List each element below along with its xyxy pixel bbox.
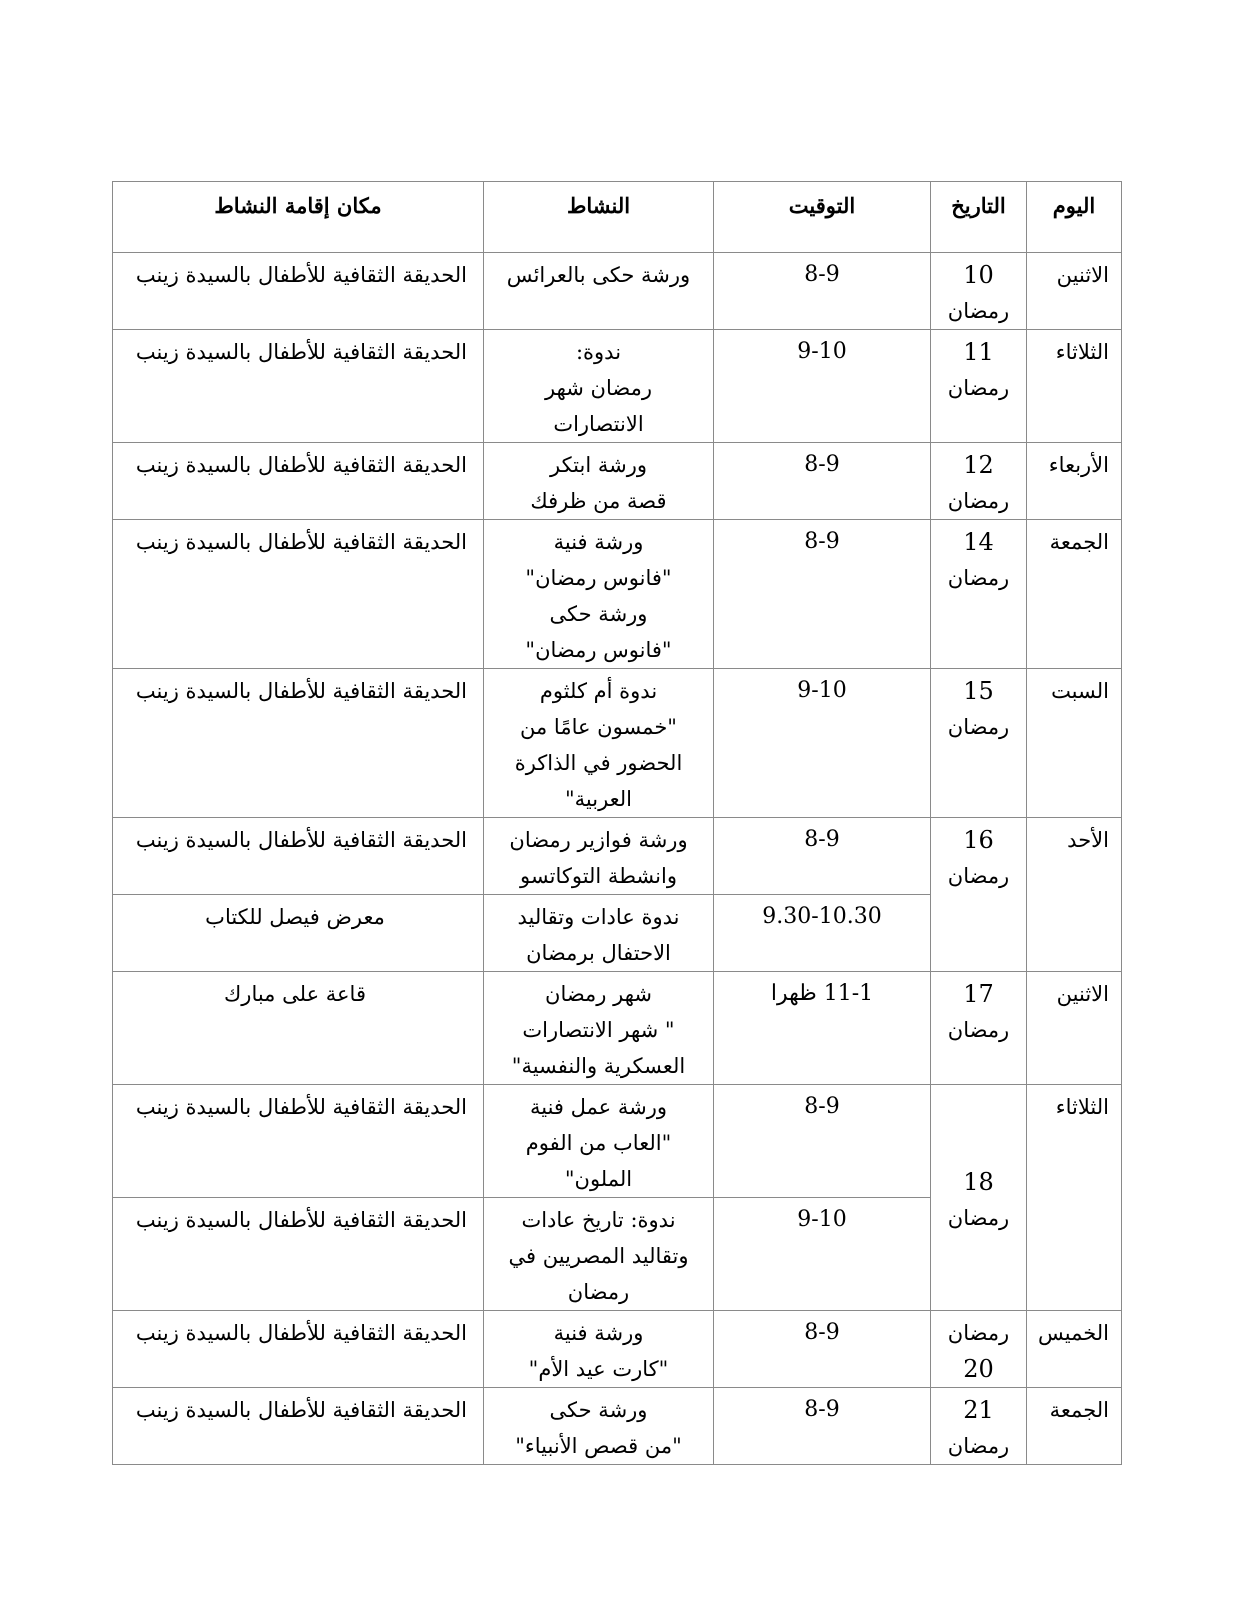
- table-row: [113, 1085, 1122, 1198]
- activity-cell: [484, 1388, 714, 1465]
- date-number: 17: [963, 980, 994, 1008]
- date-number: 15: [963, 677, 994, 705]
- activity-line: ورشة حكى: [549, 1398, 648, 1422]
- place-cell: الحديقة الثقافية للأطفال بالسيدة زينب: [113, 1388, 484, 1465]
- activity-line: ورشة فنية: [553, 1321, 644, 1345]
- date-month: رمضان: [947, 1205, 1010, 1230]
- place-cell: الحديقة الثقافية للأطفال بالسيدة زينب: [113, 818, 484, 895]
- time-cell: [714, 253, 931, 330]
- date-cell: [931, 253, 1027, 330]
- date-month: رمضان: [947, 1434, 1010, 1458]
- table-row: [113, 520, 1122, 669]
- activity-line: الحضور في الذاكرة: [514, 751, 683, 775]
- place-cell: الحديقة الثقافية للأطفال بالسيدة زينب: [113, 330, 484, 443]
- day-cell: الجمعة: [1027, 1388, 1122, 1465]
- activity-line: ورشة فوازير رمضان: [509, 828, 688, 852]
- date-number: 10: [963, 261, 994, 289]
- date-cell: [931, 443, 1027, 520]
- activity-line: ورشة حكى: [549, 602, 648, 626]
- date-cell: [931, 818, 1027, 972]
- activity-line: ندوة:: [575, 340, 622, 364]
- table-row: [113, 253, 1122, 330]
- activity-line: ورشة فنية: [553, 530, 644, 554]
- table-row: [113, 972, 1122, 1085]
- activity-line: وتقاليد المصريين في: [508, 1244, 689, 1268]
- table-row: [113, 1311, 1122, 1388]
- place-cell: قاعة على مبارك: [113, 972, 484, 1085]
- activity-line: ورشة عمل فنية: [529, 1095, 668, 1119]
- date-number: 20: [963, 1355, 994, 1383]
- date-month: رمضان: [947, 489, 1010, 513]
- date-month: رمضان: [947, 1018, 1010, 1042]
- time-cell: [714, 818, 931, 895]
- date-month: رمضان: [947, 376, 1010, 400]
- date-cell: [931, 1085, 1027, 1311]
- activity-line: ندوة أم كلثوم: [539, 679, 658, 703]
- time-value: 8-9: [804, 1094, 840, 1119]
- activity-cell: [484, 520, 714, 669]
- date-number: 12: [963, 451, 994, 479]
- date-month: رمضان: [947, 864, 1010, 888]
- day-cell: الخميس: [1027, 1311, 1122, 1388]
- date-month: رمضان: [947, 715, 1010, 739]
- date-cell: [931, 1311, 1027, 1388]
- place-cell: الحديقة الثقافية للأطفال بالسيدة زينب: [113, 520, 484, 669]
- time-value: 9.30-10.30: [762, 904, 882, 929]
- header-place: مكان إقامة النشاط: [113, 182, 484, 253]
- time-cell: [714, 1388, 931, 1465]
- place-cell: الحديقة الثقافية للأطفال بالسيدة زينب: [113, 1085, 484, 1198]
- activity-cell: [484, 443, 714, 520]
- place-cell: الحديقة الثقافية للأطفال بالسيدة زينب: [113, 253, 484, 330]
- activity-cell: [484, 1311, 714, 1388]
- activity-line: رمضان: [567, 1280, 630, 1304]
- activity-cell: [484, 669, 714, 818]
- table-row: [113, 330, 1122, 443]
- date-number: 14: [963, 528, 994, 556]
- day-cell: الثلاثاء: [1027, 330, 1122, 443]
- place-cell: معرض فيصل للكتاب: [113, 895, 484, 972]
- activity-line: "العاب من الفوم الملون": [525, 1131, 672, 1191]
- table-row: [113, 818, 1122, 895]
- day-cell: الأحد: [1027, 818, 1122, 972]
- time-cell: [714, 443, 931, 520]
- date-cell: [931, 972, 1027, 1085]
- time-value: 8-9: [804, 827, 840, 852]
- activity-cell: [484, 895, 714, 972]
- time-cell: [714, 520, 931, 669]
- activity-line: العربية": [564, 787, 633, 811]
- header-date: التاريخ: [931, 182, 1027, 253]
- activity-line: قصة من ظرفك: [530, 489, 667, 513]
- date-number: 18: [963, 1167, 994, 1196]
- place-cell: الحديقة الثقافية للأطفال بالسيدة زينب: [113, 1198, 484, 1311]
- date-month: رمضان: [947, 299, 1010, 323]
- time-value: 9-10: [797, 678, 847, 703]
- activity-line: العسكرية والنفسية": [511, 1054, 686, 1078]
- time-cell: [714, 1198, 931, 1311]
- date-cell: [931, 1388, 1027, 1465]
- date-number: 16: [963, 826, 994, 854]
- table-row: [113, 443, 1122, 520]
- activity-cell: [484, 330, 714, 443]
- time-value: 8-9: [804, 262, 840, 287]
- time-value: 11-1 ظهرا: [770, 981, 874, 1006]
- activity-line: "خمسون عامًا من: [520, 715, 677, 739]
- header-time: التوقيت: [714, 182, 931, 253]
- time-cell: [714, 972, 931, 1085]
- activity-cell: [484, 253, 714, 330]
- header-day: اليوم: [1027, 182, 1122, 253]
- activity-line: ندوة عادات وتقاليد: [517, 905, 680, 929]
- activity-line: " شهر الانتصارات: [522, 1018, 675, 1042]
- activity-line: ورشة ابتكر: [549, 453, 647, 477]
- day-cell: الجمعة: [1027, 520, 1122, 669]
- time-value: 9-10: [797, 339, 847, 364]
- activity-line: "كارت عيد الأم": [528, 1357, 669, 1381]
- table-row: [113, 1388, 1122, 1465]
- day-cell: الثلاثاء: [1027, 1085, 1122, 1311]
- activity-line: وانشطة التوكاتسو: [520, 864, 677, 888]
- time-cell: [714, 1311, 931, 1388]
- date-cell: [931, 520, 1027, 669]
- date-month: رمضان: [947, 1321, 1010, 1345]
- time-cell: [714, 1085, 931, 1198]
- activity-line: شهر رمضان: [545, 982, 652, 1006]
- activity-line: رمضان شهر: [545, 376, 652, 400]
- time-cell: [714, 330, 931, 443]
- activity-cell: [484, 1085, 714, 1198]
- table-row: [113, 669, 1122, 818]
- time-value: 8-9: [804, 529, 840, 554]
- date-cell: [931, 669, 1027, 818]
- activity-line: "من قصص الأنبياء": [515, 1434, 682, 1458]
- time-cell: [714, 895, 931, 972]
- date-month: رمضان: [947, 566, 1010, 590]
- place-cell: الحديقة الثقافية للأطفال بالسيدة زينب: [113, 1311, 484, 1388]
- day-cell: الأربعاء: [1027, 443, 1122, 520]
- date-cell: [931, 330, 1027, 443]
- time-value: 8-9: [804, 1397, 840, 1422]
- time-value: 8-9: [804, 452, 840, 477]
- place-cell: الحديقة الثقافية للأطفال بالسيدة زينب: [113, 669, 484, 818]
- activity-line: ورشة حكى بالعرائس: [506, 263, 691, 287]
- time-cell: [714, 669, 931, 818]
- table-header-row: [113, 182, 1122, 253]
- date-number: 11: [963, 338, 994, 366]
- activity-line: "فانوس رمضان": [525, 638, 672, 662]
- activity-line: "فانوس رمضان": [525, 566, 672, 590]
- time-value: 8-9: [804, 1320, 840, 1345]
- activity-line: ندوة: تاريخ عادات: [521, 1208, 676, 1232]
- activity-line: الاحتفال برمضان: [526, 941, 671, 965]
- activity-cell: [484, 1198, 714, 1311]
- date-number: 21: [963, 1396, 994, 1424]
- day-cell: الاثنين: [1027, 253, 1122, 330]
- activity-cell: [484, 972, 714, 1085]
- activity-cell: [484, 818, 714, 895]
- time-value: 9-10: [797, 1207, 847, 1232]
- schedule-table: [112, 181, 1122, 1465]
- day-cell: الاثنين: [1027, 972, 1122, 1085]
- place-cell: الحديقة الثقافية للأطفال بالسيدة زينب: [113, 443, 484, 520]
- day-cell: السبت: [1027, 669, 1122, 818]
- header-activity: النشاط: [484, 182, 714, 253]
- activity-line: الانتصارات: [553, 412, 644, 436]
